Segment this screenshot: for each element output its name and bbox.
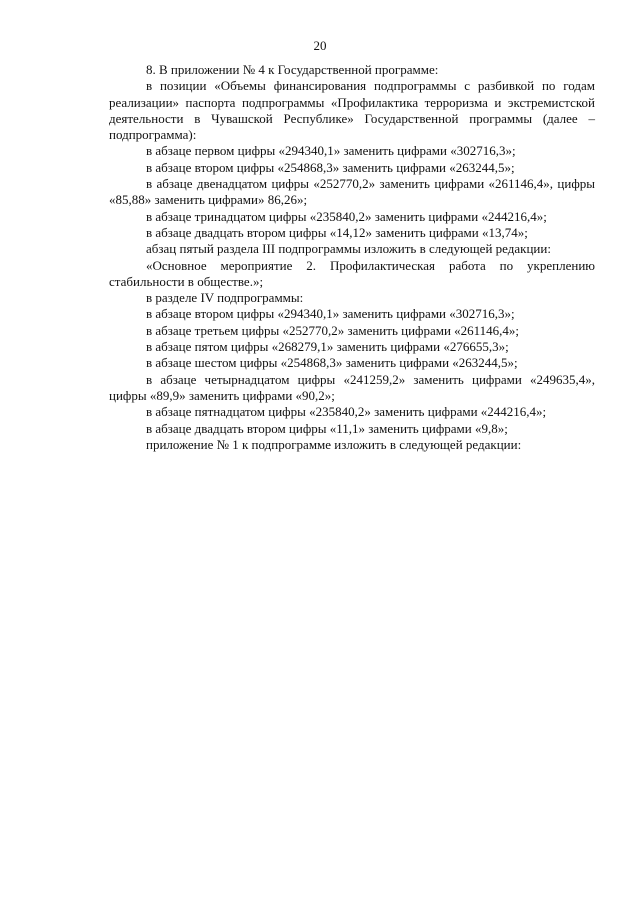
paragraph-item: в абзаце двенадцатом цифры «252770,2» заменить цифрами «261146,4», цифры «85,88» заменить цифрами» 86,26»; (109, 176, 595, 208)
paragraph-section-8: 8. В приложении № 4 к Государственной программе: (146, 62, 439, 77)
paragraph-item: в абзаце пятнадцатом цифры «235840,2» заменить цифрами «244216,4»; (146, 404, 547, 420)
paragraph-item: в абзаце тринадцатом цифры «235840,2» заменить цифрами «244216,4»; (146, 208, 547, 224)
paragraph-item: в абзаце втором цифры «294340,1» заменить цифрами «302716,3»; (146, 306, 515, 322)
paragraph-quote-main-activity: «Основное мероприятие 2. Профилактическая работа по укреплению стабильности в обществе.»; (109, 257, 595, 289)
paragraph-item: в абзаце двадцать втором цифры «11,1» заменить цифрами «9,8»; (146, 420, 508, 436)
paragraph-item: в абзаце шестом цифры «254868,3» заменить цифрами «263244,5»; (146, 355, 518, 371)
paragraph-section-iv: в разделе IV подпрограммы: (146, 290, 304, 306)
paragraph-item: в абзаце четырнадцатом цифры «241259,2» заменить цифрами «249635,4», цифры «89,9» заменить цифрами «90,2»; (109, 371, 595, 403)
paragraph-item: в абзаце третьем цифры «252770,2» заменить цифрами «261146,4»; (146, 322, 520, 338)
document-body (109, 62, 595, 453)
paragraph-item: в абзаце первом цифры «294340,1» заменить цифрами «302716,3»; (146, 143, 516, 159)
paragraph-item: в абзаце втором цифры «254868,3» заменить цифрами «263244,5»; (146, 159, 515, 175)
paragraph-section-iii: абзац пятый раздела III подпрограммы изложить в следующей редакции: (146, 241, 551, 257)
paragraph-item: в абзаце двадцать втором цифры «14,12» заменить цифрами «13,74»; (146, 224, 528, 240)
paragraph-appendix-1: приложение № 1 к подпрограмме изложить в следующей редакции: (146, 436, 522, 452)
paragraph-position-financing: в позиции «Объемы финансирования подпрограммы с разбивкой по годам реализации» паспорта подпрограммы «Профилактика терроризма и экстремистской деятельности в Чувашской Республике» Государственной программы (далее – подпрограмма): (109, 78, 595, 143)
paragraph-item: в абзаце пятом цифры «268279,1» заменить цифрами «276655,3»; (146, 339, 509, 355)
page-number: 20 (313, 38, 327, 53)
